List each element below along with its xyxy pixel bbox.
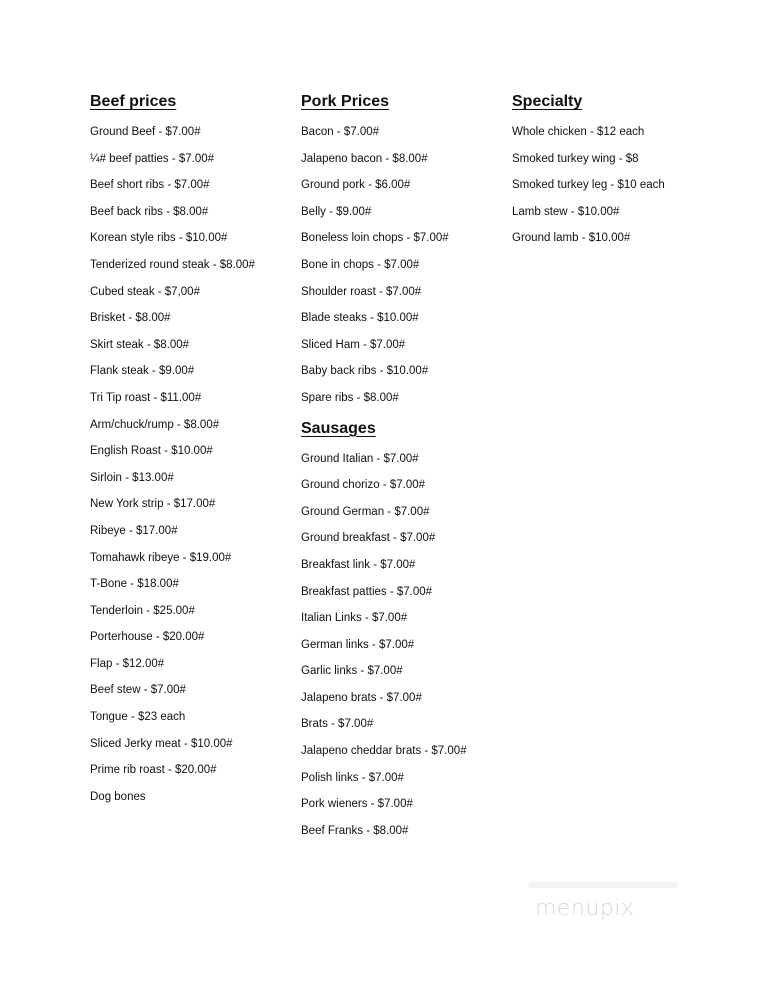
- menu-item: Brisket - $8.00#: [90, 312, 171, 325]
- pork-list: [301, 119, 467, 412]
- menu-item: Breakfast patties - $7.00#: [301, 585, 433, 598]
- menupix-watermark: menupix: [535, 896, 635, 921]
- menu-item: Breakfast link - $7.00#: [301, 558, 416, 571]
- menu-item: Beef Franks - $8.00#: [301, 824, 409, 837]
- menu-item: Flap - $12.00#: [90, 657, 165, 670]
- menu-item: Tenderloin - $25.00#: [90, 604, 195, 617]
- menu-item: Smoked turkey leg - $10 each: [512, 179, 665, 192]
- menu-item: Spare ribs - $8.00#: [301, 391, 399, 404]
- menu-item: Jalapeno cheddar brats - $7.00#: [301, 745, 467, 758]
- beef-heading: Beef prices: [90, 93, 177, 110]
- menu-item: Sirloin - $13.00#: [90, 471, 174, 484]
- menu-item: Belly - $9.00#: [301, 205, 372, 218]
- menu-item: Lamb stew - $10.00#: [512, 205, 620, 218]
- menu-item: Baby back ribs - $10.00#: [301, 365, 429, 378]
- menu-item: Beef stew - $7.00#: [90, 684, 186, 697]
- menu-item: Arm/chuck/rump - $8.00#: [90, 418, 220, 431]
- menu-item: Italian Links - $7.00#: [301, 612, 408, 625]
- menu-item: Ground pork - $6.00#: [301, 179, 411, 192]
- menu-item: Sliced Jerky meat - $10.00#: [90, 737, 233, 750]
- menu-item: Skirt steak - $8.00#: [90, 338, 190, 351]
- menu-item: Porterhouse - $20.00#: [90, 631, 205, 644]
- menu-item: Ground Beef - $7.00#: [90, 126, 201, 138]
- menu-item: Jalapeno bacon - $8.00#: [301, 152, 428, 165]
- menu-item: Boneless loin chops - $7.00#: [301, 232, 449, 245]
- menu-item: Cubed steak - $7,00#: [90, 285, 200, 298]
- menu-item: Bacon - $7.00#: [301, 126, 380, 138]
- menu-item: Brats - $7.00#: [301, 718, 374, 731]
- menu-item: Prime rib roast - $20.00#: [90, 764, 217, 777]
- menu-item: Ribeye - $17.00#: [90, 524, 178, 537]
- specialty-list: [512, 119, 665, 252]
- menu-item: Tri Tip roast - $11.00#: [90, 391, 202, 404]
- beef-list: [90, 119, 255, 810]
- menu-item: English Roast - $10.00#: [90, 445, 213, 458]
- menu-item: Smoked turkey wing - $8: [512, 152, 639, 165]
- menu-item: Sliced Ham - $7.00#: [301, 338, 406, 351]
- menu-item: New York strip - $17.00#: [90, 498, 216, 511]
- menu-item: Ground Italian - $7.00#: [301, 452, 419, 465]
- menu-item: Tongue - $23 each: [90, 711, 186, 724]
- menu-item: Ground chorizo - $7.00#: [301, 479, 426, 492]
- sausages-heading: Sausages: [301, 419, 376, 437]
- menu-item: Beef back ribs - $8.00#: [90, 205, 209, 218]
- menu-item: Dog bones: [90, 790, 146, 803]
- menu-item: Shoulder roast - $7.00#: [301, 285, 422, 298]
- menu-item: Flank steak - $9.00#: [90, 365, 195, 378]
- pork-heading: Pork Prices: [301, 93, 390, 110]
- watermark-decoration: [528, 882, 678, 888]
- menu-item: Ground breakfast - $7.00#: [301, 532, 436, 545]
- beef-column: [90, 91, 255, 810]
- menu-item: ¼# beef patties - $7.00#: [90, 152, 215, 165]
- menu-item: Beef short ribs - $7.00#: [90, 179, 210, 192]
- menu-item: Blade steaks - $10.00#: [301, 312, 419, 325]
- pork-column: [301, 91, 467, 844]
- menu-item: Polish links - $7.00#: [301, 771, 404, 784]
- specialty-column: [512, 91, 665, 252]
- menu-item: Tenderized round steak - $8.00#: [90, 258, 255, 271]
- menu-item: Tomahawk ribeye - $19.00#: [90, 551, 232, 564]
- menu-item: Whole chicken - $12 each: [512, 126, 645, 138]
- menu-item: Garlic links - $7.00#: [301, 665, 403, 678]
- menu-item: Ground lamb - $10.00#: [512, 232, 631, 245]
- specialty-heading: Specialty: [512, 93, 583, 110]
- menu-item: Korean style ribs - $10.00#: [90, 232, 228, 245]
- menu-item: Jalapeno brats - $7.00#: [301, 691, 422, 704]
- sausages-list: [301, 446, 467, 845]
- menu-item: T-Bone - $18.00#: [90, 578, 179, 591]
- menu-item: Pork wieners - $7.00#: [301, 798, 413, 811]
- menu-item: Bone in chops - $7.00#: [301, 258, 420, 271]
- menu-item: Ground German - $7.00#: [301, 505, 430, 518]
- menu-item: German links - $7.00#: [301, 638, 415, 651]
